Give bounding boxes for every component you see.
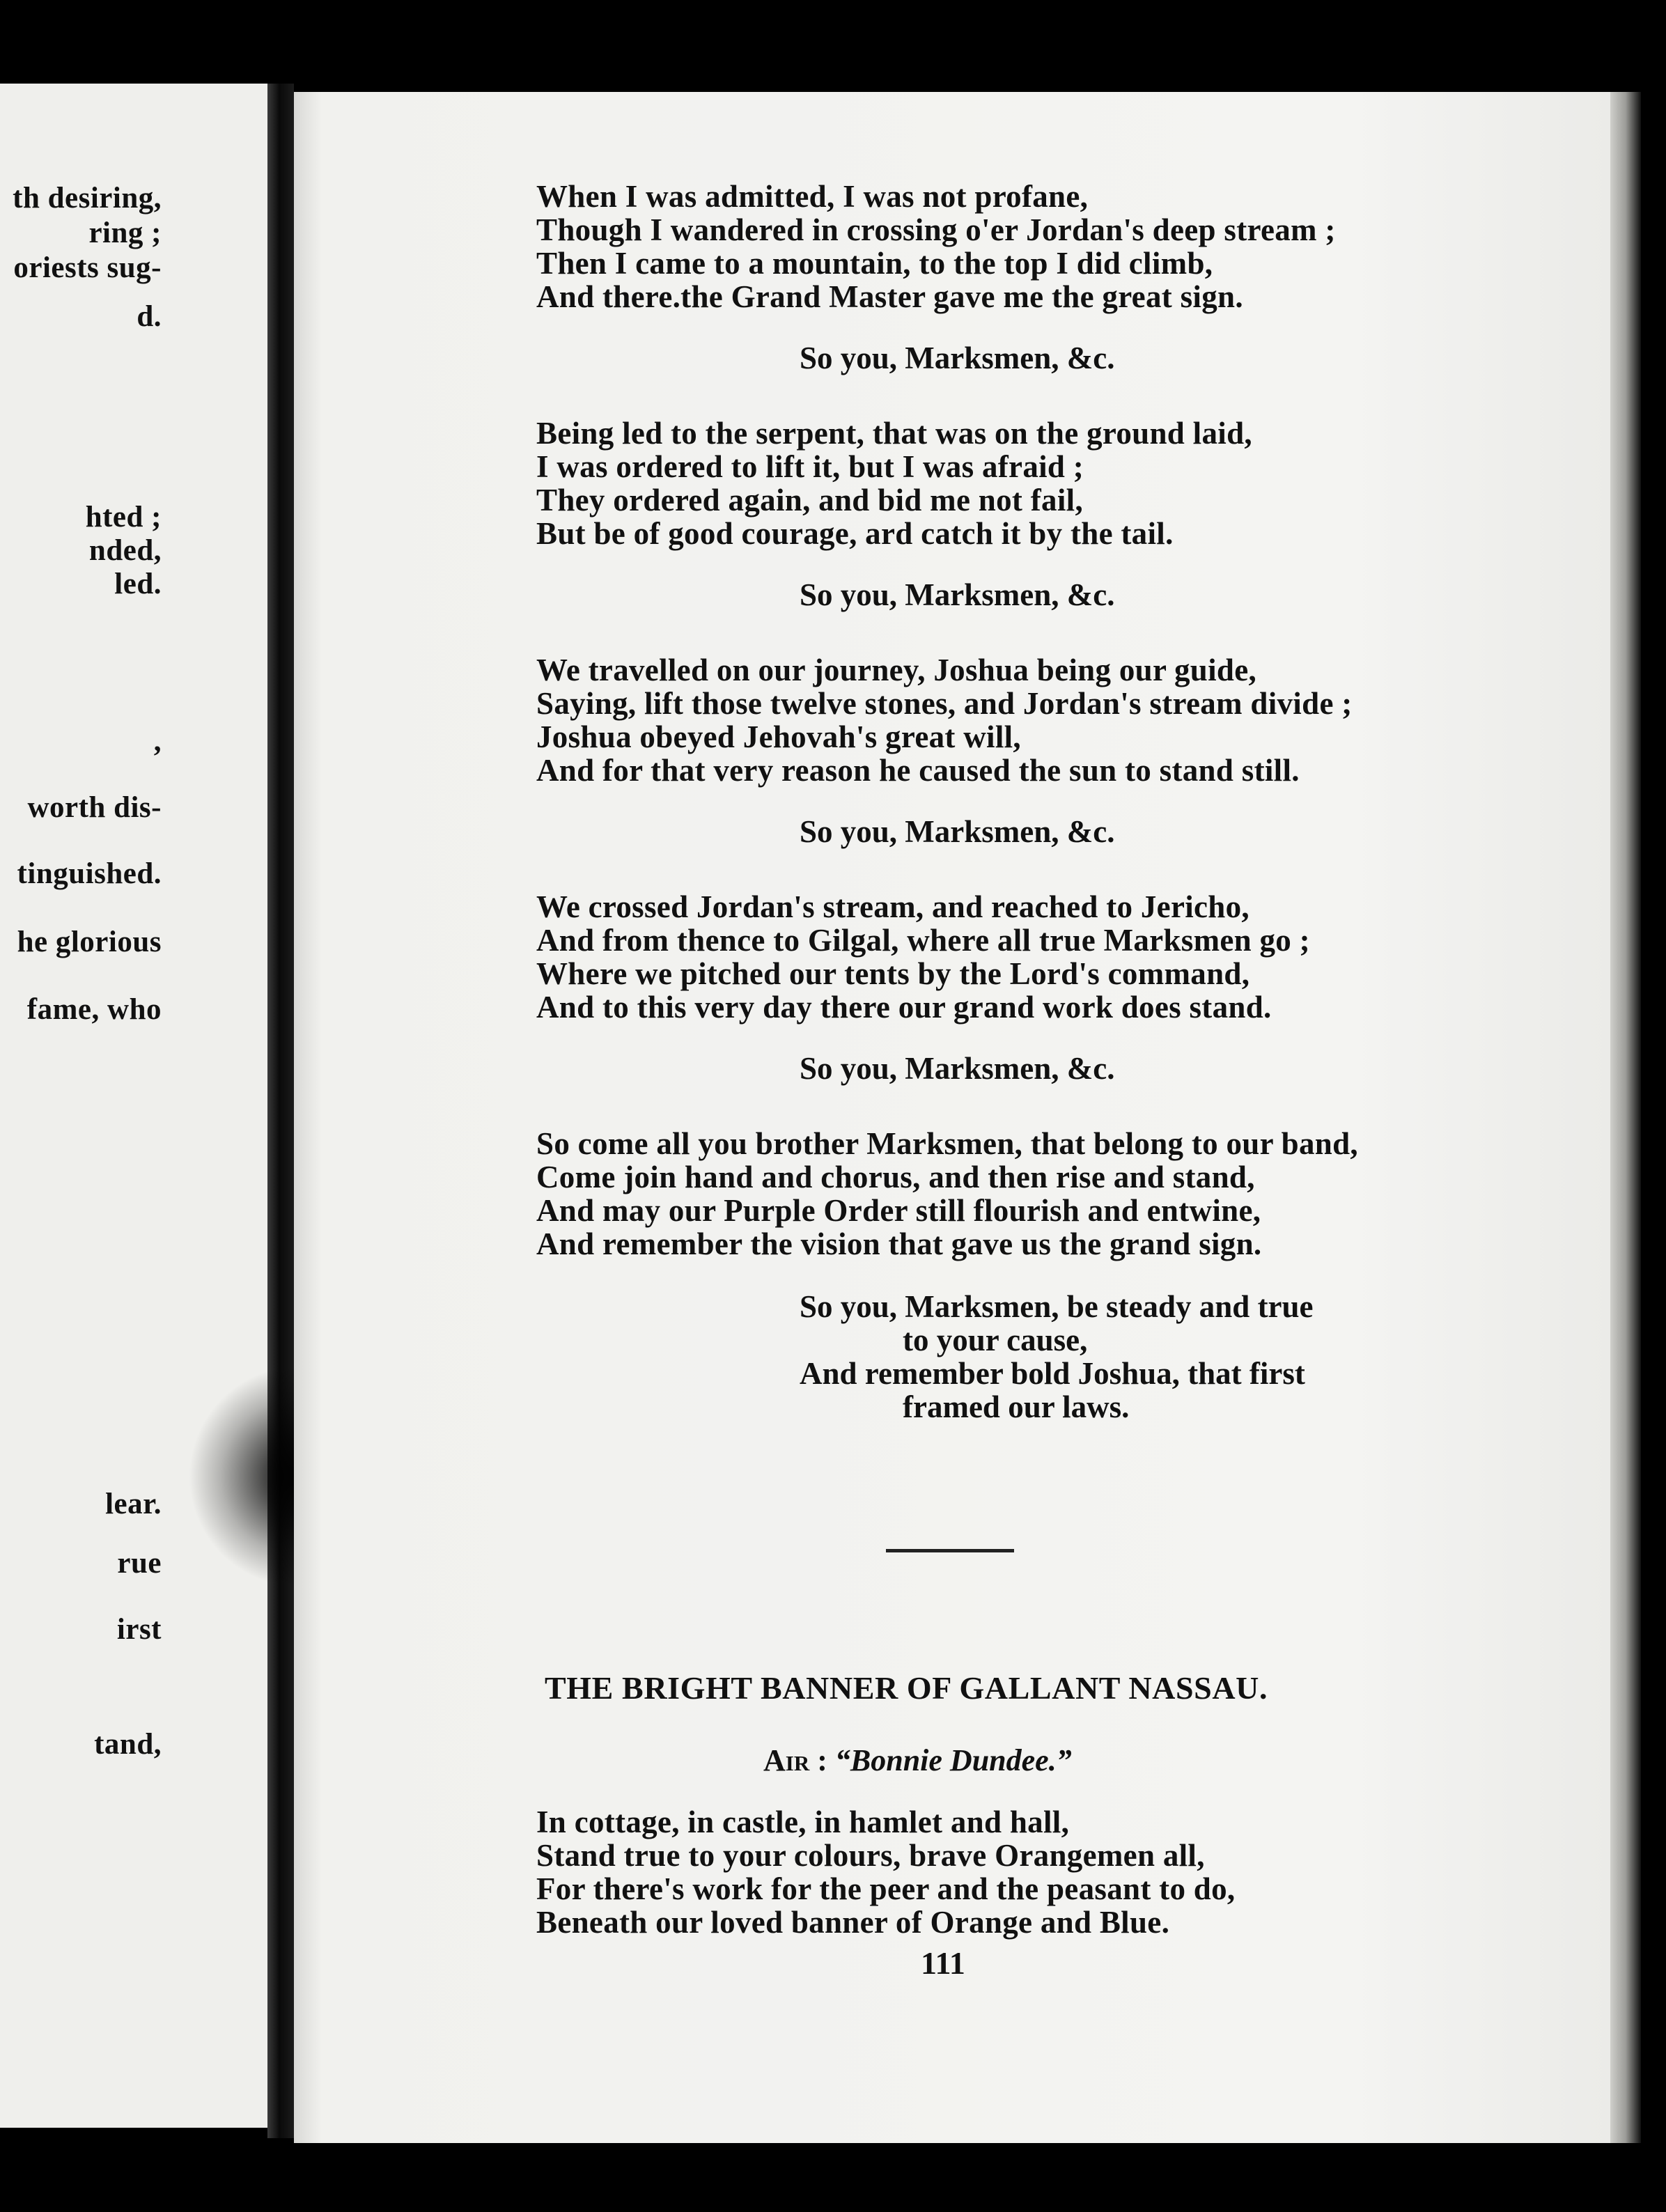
left-text-fragment: rue: [117, 1547, 162, 1580]
left-text-fragment: hted ;: [85, 501, 162, 533]
left-text-fragment: he glorious: [17, 926, 162, 958]
air-label: Air :: [763, 1743, 827, 1777]
final-chorus-line: So you, Marksmen, be steady and true: [800, 1289, 1314, 1324]
verse-line: Though I wandered in crossing o'er Jordan's deep stream ;: [536, 212, 1336, 247]
verse-line: For there's work for the peer and the peasant to do,: [536, 1871, 1236, 1906]
left-text-fragment: led.: [114, 568, 162, 600]
verse-line: When I was admitted, I was not profane,: [536, 179, 1089, 214]
final-chorus-line: framed our laws.: [903, 1389, 1130, 1424]
verse-line: And for that very reason he caused the sun to stand still.: [536, 753, 1300, 788]
verse-line: I was ordered to lift it, but I was afraid ;: [536, 449, 1084, 484]
page-number: 111: [921, 1945, 965, 1981]
verse-line: They ordered again, and bid me not fail,: [536, 483, 1083, 517]
left-text-fragment: tand,: [94, 1728, 162, 1761]
left-text-fragment: ring ;: [88, 217, 162, 249]
verse-line: Joshua obeyed Jehovah's great will,: [536, 719, 1021, 754]
verse-line: So come all you brother Marksmen, that belong to our band,: [536, 1126, 1358, 1161]
book-gutter: [267, 84, 294, 2138]
left-text-fragment: oriests sug-: [13, 251, 162, 284]
right-page: [294, 92, 1610, 2143]
left-text-fragment: lear.: [105, 1488, 162, 1520]
left-text-fragment: ,: [153, 725, 162, 758]
air-tune: “Bonnie Dundee.”: [834, 1743, 1072, 1777]
left-text-fragment: tinguished.: [17, 857, 162, 890]
chorus-line: So you, Marksmen, &c.: [800, 341, 1115, 375]
verse-line: But be of good courage, ard catch it by the tail.: [536, 516, 1174, 551]
left-text-fragment: worth dis-: [27, 791, 162, 824]
final-chorus-line: to your cause,: [903, 1323, 1088, 1357]
verse-line: Being led to the serpent, that was on the ground laid,: [536, 416, 1252, 451]
verse-line: And remember the vision that gave us the grand sign.: [536, 1226, 1262, 1261]
left-text-fragment: irst: [116, 1613, 162, 1646]
final-chorus-line: And remember bold Joshua, that first: [800, 1356, 1305, 1391]
left-page: [0, 84, 267, 2128]
page-edge: [1610, 92, 1641, 2143]
chorus-line: So you, Marksmen, &c.: [800, 1051, 1115, 1086]
left-text-fragment: d.: [137, 300, 162, 333]
left-text-fragment: fame, who: [26, 993, 162, 1026]
verse-line: We travelled on our journey, Joshua being our guide,: [536, 653, 1257, 687]
left-text-fragment: th desiring,: [13, 182, 162, 215]
verse-line: Stand true to your colours, brave Orangemen all,: [536, 1838, 1205, 1873]
left-text-fragment: nded,: [88, 534, 162, 567]
song-title: THE BRIGHT BANNER OF GALLANT NASSAU.: [545, 1670, 1268, 1706]
verse-line: Where we pitched our tents by the Lord's command,: [536, 956, 1250, 991]
verse-line: Come join hand and chorus, and then rise and stand,: [536, 1160, 1255, 1194]
verse-line: Saying, lift those twelve stones, and Jordan's stream divide ;: [536, 686, 1353, 721]
verse-line: In cottage, in castle, in hamlet and hall,: [536, 1805, 1070, 1839]
section-divider: [886, 1549, 1014, 1552]
verse-line: And there.the Grand Master gave me the great sign.: [536, 279, 1243, 314]
verse-line: Beneath our loved banner of Orange and Blue.: [536, 1905, 1170, 1940]
verse-line: And from thence to Gilgal, where all true Marksmen go ;: [536, 923, 1310, 958]
air-line: [763, 1743, 1072, 1778]
verse-line: We crossed Jordan's stream, and reached to Jericho,: [536, 889, 1250, 924]
verse-line: Then I came to a mountain, to the top I did climb,: [536, 246, 1213, 281]
chorus-line: So you, Marksmen, &c.: [800, 577, 1115, 612]
chorus-line: So you, Marksmen, &c.: [800, 814, 1115, 849]
verse-line: And to this very day there our grand work does stand.: [536, 990, 1272, 1025]
verse-line: And may our Purple Order still flourish and entwine,: [536, 1193, 1261, 1228]
